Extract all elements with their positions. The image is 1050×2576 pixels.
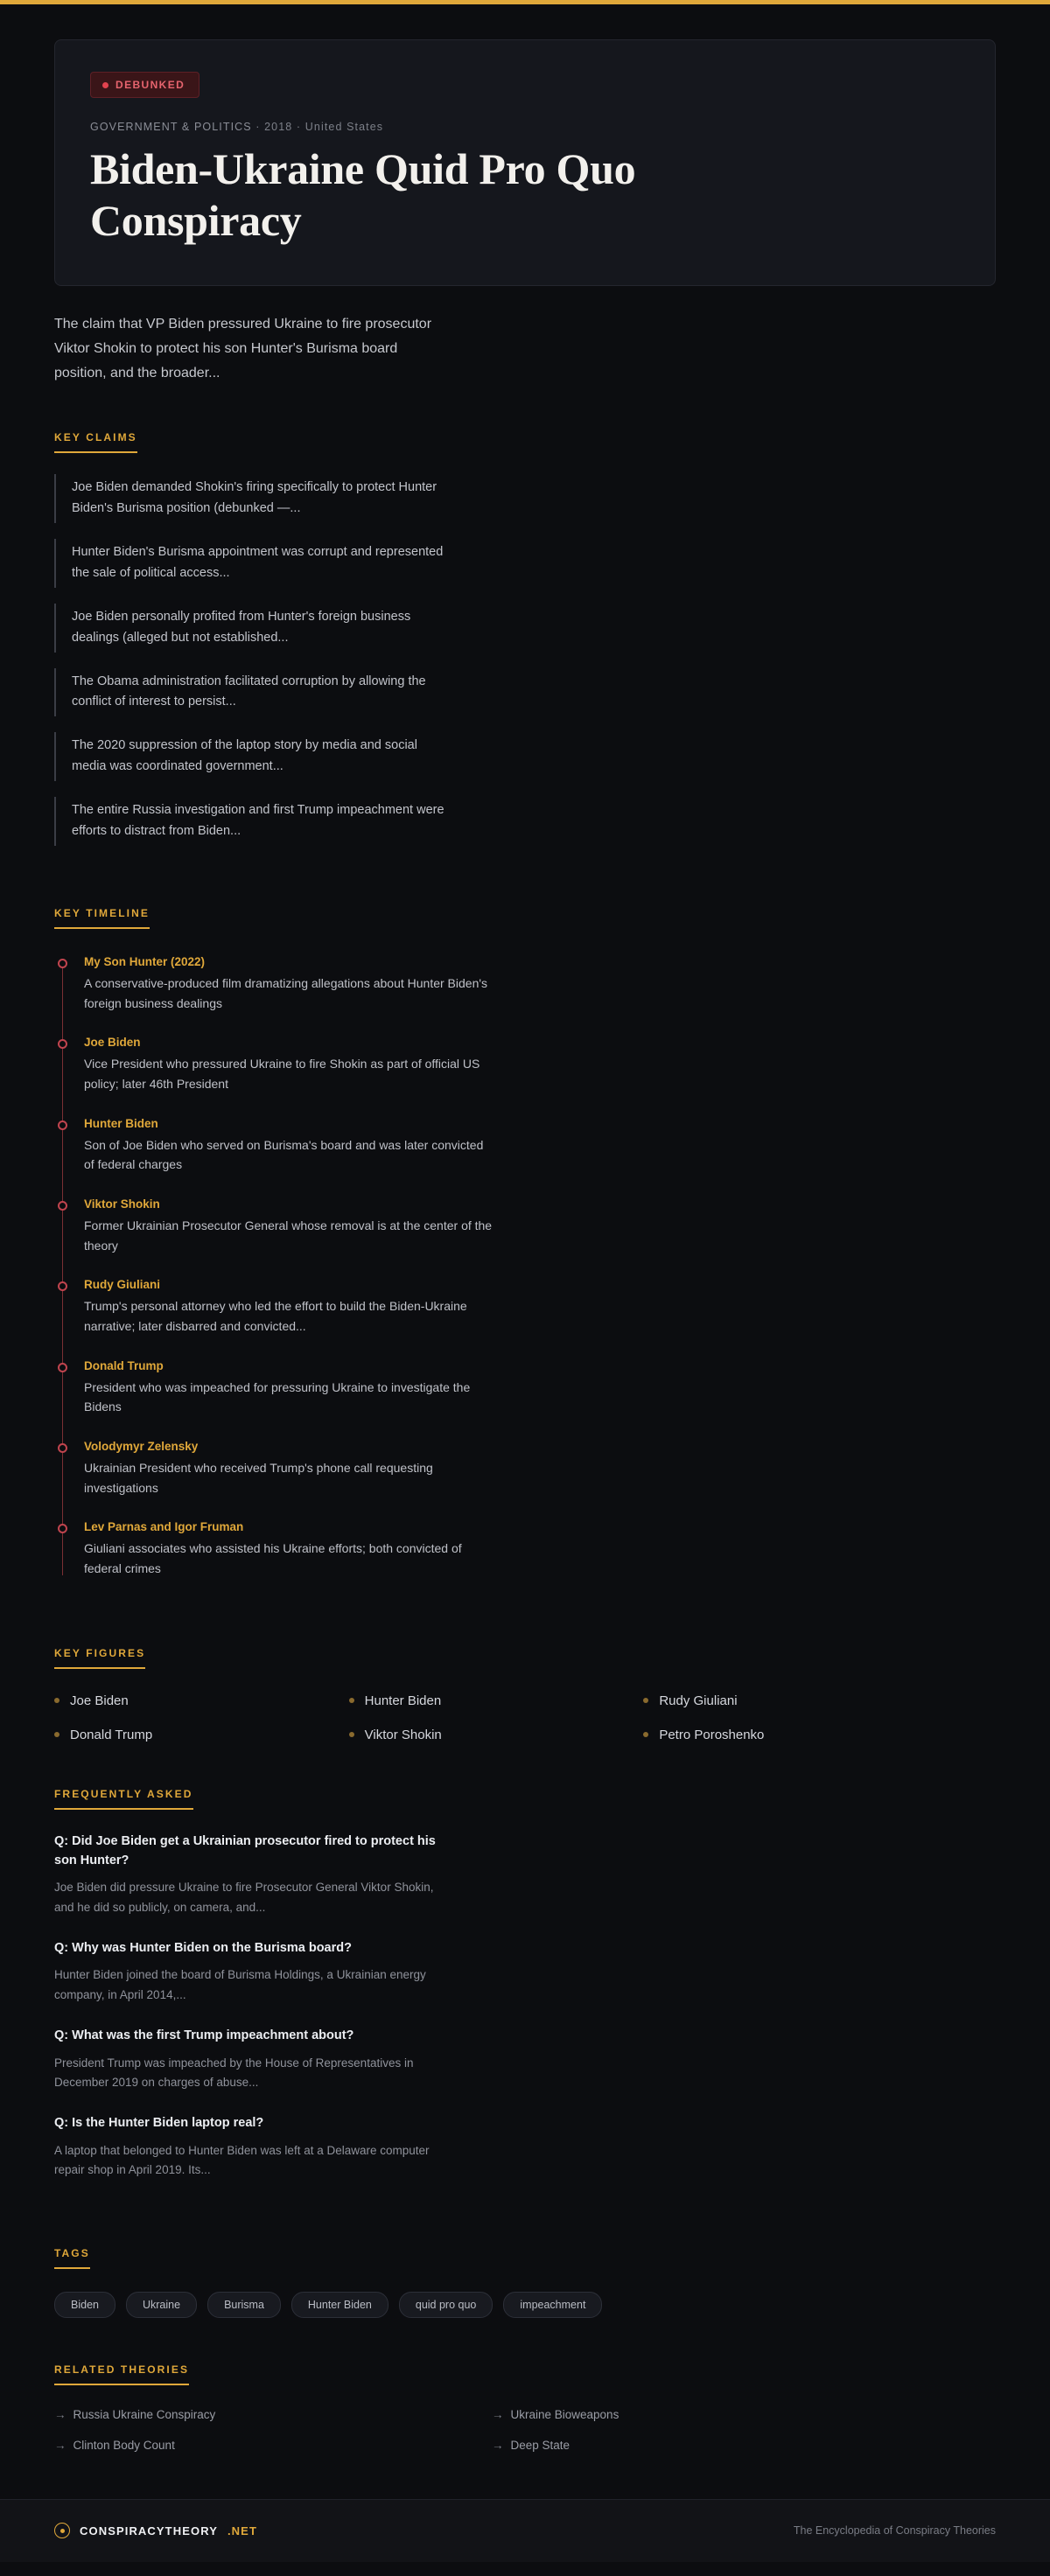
timeline-item-title: Lev Parnas and Igor Fruman xyxy=(84,1520,244,1534)
breadcrumb-sep-2: · xyxy=(296,121,302,133)
tag-chip[interactable]: impeachment xyxy=(503,2292,602,2318)
key-figures-section xyxy=(54,1602,996,1742)
key-timeline-section xyxy=(54,862,996,1579)
figure-name: Viktor Shokin xyxy=(364,1727,442,1742)
page-title: Biden-Ukraine Quid Pro Quo Conspiracy xyxy=(90,144,636,245)
related-link-label: Russia Ukraine Conspiracy xyxy=(73,2407,216,2421)
bullet-icon xyxy=(54,1732,60,1737)
breadcrumb-year: 2018 xyxy=(264,121,293,133)
section-heading-key-figures: KEY FIGURES xyxy=(54,1647,145,1669)
list-item xyxy=(54,1693,340,1708)
related-link-label: Ukraine Bioweapons xyxy=(510,2407,620,2421)
breadcrumb-category: GOVERNMENT & POLITICS xyxy=(90,121,252,133)
related-link-label: Clinton Body Count xyxy=(73,2438,175,2452)
timeline-item-title: My Son Hunter (2022) xyxy=(84,955,206,969)
timeline-node-icon xyxy=(58,1120,67,1130)
section-heading-key-claims: KEY CLAIMS xyxy=(54,431,137,453)
related-link-label: Deep State xyxy=(510,2438,570,2452)
timeline-item xyxy=(84,1036,996,1093)
timeline-item xyxy=(84,1278,996,1336)
figure-name: Donald Trump xyxy=(70,1727,153,1742)
related-link[interactable] xyxy=(54,2439,492,2452)
faq-list xyxy=(54,1833,996,2181)
timeline-item-title: Viktor Shokin xyxy=(84,1197,160,1211)
faq-answer: Hunter Biden joined the board of Burisma Holdings, a Ukrainian energy company, in April 2014,... xyxy=(54,1968,426,2002)
figure-name: Petro Poroshenko xyxy=(659,1727,765,1742)
list-item xyxy=(349,1728,635,1742)
related-links-grid xyxy=(54,2408,929,2452)
section-heading-tags: TAGS xyxy=(54,2247,90,2269)
timeline-item xyxy=(84,1440,996,1497)
figure-name: Joe Biden xyxy=(70,1693,129,1708)
faq-question: Q: Is the Hunter Biden laptop real? xyxy=(54,2115,264,2130)
faq-item xyxy=(54,1833,439,1918)
site-footer xyxy=(0,2499,1050,2562)
arrow-right-icon: → xyxy=(54,2438,66,2452)
timeline-item xyxy=(84,1359,996,1417)
tag-chip[interactable]: Ukraine xyxy=(126,2292,197,2318)
status-badge-label: DEBUNKED xyxy=(116,79,186,91)
list-item: Joe Biden personally profited from Hunter's foreign business dealings (alleged but not established... xyxy=(54,604,448,653)
figure-name: Rudy Giuliani xyxy=(659,1693,738,1708)
timeline-item-title: Volodymyr Zelensky xyxy=(84,1440,199,1454)
timeline-item-title: Donald Trump xyxy=(84,1358,164,1372)
section-heading-key-timeline: KEY TIMELINE xyxy=(54,907,150,929)
bullet-icon xyxy=(349,1732,354,1737)
faq-answer: President Trump was impeached by the House of Representatives in December 2019 on charges of abuse... xyxy=(54,2056,414,2090)
timeline-node-icon xyxy=(58,1201,67,1211)
summary-text: The claim that VP Biden pressured Ukraine to fire prosecutor Viktor Shokin to protect his son Hunter's Burisma board position, and the broader... xyxy=(54,317,432,380)
section-heading-related: RELATED THEORIES xyxy=(54,2363,189,2385)
related-link[interactable] xyxy=(54,2408,492,2421)
timeline-item-desc: Trump's personal attorney who led the effort to build the Biden-Ukraine narrative; later disbarred and convicted... xyxy=(84,1299,467,1334)
timeline-item-desc: Ukrainian President who received Trump's phone call requesting investigations xyxy=(84,1461,433,1495)
brand-suffix: .NET xyxy=(227,2524,257,2538)
timeline-node-icon xyxy=(58,1524,67,1533)
bullet-icon xyxy=(349,1698,354,1703)
related-link[interactable] xyxy=(492,2439,929,2452)
timeline-item-title: Joe Biden xyxy=(84,1036,141,1050)
faq-item xyxy=(54,2114,439,2181)
section-heading-faq: FREQUENTLY ASKED xyxy=(54,1788,193,1810)
list-item xyxy=(643,1728,929,1742)
list-item: The 2020 suppression of the laptop story by media and social media was coordinated government... xyxy=(54,732,448,781)
eye-icon xyxy=(54,2523,70,2538)
site-logo[interactable] xyxy=(54,2523,257,2538)
key-claims-section xyxy=(54,386,996,846)
tag-list xyxy=(54,2292,996,2318)
timeline-item xyxy=(84,955,996,1013)
hero-card xyxy=(54,39,996,286)
bottom-spacer xyxy=(0,2562,1050,2576)
related-link[interactable] xyxy=(492,2408,929,2421)
timeline-item xyxy=(84,1197,996,1255)
faq-item xyxy=(54,1939,439,2006)
list-item xyxy=(349,1693,635,1708)
timeline-item-desc: President who was impeached for pressuring Ukraine to investigate the Bidens xyxy=(84,1379,471,1414)
timeline-node-icon xyxy=(58,1443,67,1453)
bullet-icon xyxy=(643,1732,648,1737)
brand-name: CONSPIRACYTHEORY xyxy=(80,2524,218,2538)
timeline-node-icon xyxy=(58,1039,67,1049)
footer-tagline: The Encyclopedia of Conspiracy Theories xyxy=(793,2524,996,2538)
timeline-item-desc: Vice President who pressured Ukraine to fire Shokin as part of official US policy; later 46th President xyxy=(84,1057,480,1092)
bullet-icon xyxy=(643,1698,648,1703)
faq-question: Q: What was the first Trump impeachment about? xyxy=(54,2028,354,2042)
tag-chip[interactable]: Biden xyxy=(54,2292,116,2318)
faq-answer: A laptop that belonged to Hunter Biden was left at a Delaware computer repair shop in April 2019. Its... xyxy=(54,2143,430,2177)
timeline-item-desc: Giuliani associates who assisted his Ukraine efforts; both convicted of federal crimes xyxy=(84,1541,462,1576)
timeline-item-title: Rudy Giuliani xyxy=(84,1278,161,1292)
top-accent-bar xyxy=(0,0,1050,4)
related-theories-section xyxy=(54,2318,996,2452)
timeline-item-desc: Son of Joe Biden who served on Burisma's board and was later convicted of federal charges xyxy=(84,1137,484,1172)
faq-answer: Joe Biden did pressure Ukraine to fire Prosecutor General Viktor Shokin, and he did so publicly, on camera, and... xyxy=(54,1881,434,1914)
list-item: Joe Biden demanded Shokin's firing specifically to protect Hunter Biden's Burisma position (debunked —... xyxy=(54,474,448,523)
timeline-node-icon xyxy=(58,1281,67,1291)
tag-chip[interactable]: Burisma xyxy=(207,2292,281,2318)
arrow-right-icon: → xyxy=(492,2438,504,2452)
status-badge xyxy=(90,72,200,98)
tags-section xyxy=(54,2202,996,2318)
bullet-icon xyxy=(54,1698,60,1703)
list-item: Hunter Biden's Burisma appointment was corrupt and represented the sale of political access... xyxy=(54,539,448,588)
breadcrumb-sep-1: · xyxy=(256,121,261,133)
list-item xyxy=(54,1728,340,1742)
timeline-list xyxy=(54,955,996,1579)
faq-section xyxy=(54,1742,996,2181)
list-item: The entire Russia investigation and first Trump impeachment were efforts to distract from Biden... xyxy=(54,797,448,846)
list-item xyxy=(643,1693,929,1708)
faq-question: Q: Why was Hunter Biden on the Burisma board? xyxy=(54,1940,352,1955)
breadcrumb xyxy=(90,121,960,133)
tag-chip[interactable]: quid pro quo xyxy=(399,2292,494,2318)
key-claims-list xyxy=(54,474,996,846)
timeline-item xyxy=(84,1520,996,1578)
tag-chip[interactable]: Hunter Biden xyxy=(291,2292,388,2318)
arrow-right-icon: → xyxy=(492,2407,504,2421)
figure-name: Hunter Biden xyxy=(364,1693,442,1708)
key-figures-grid xyxy=(54,1693,929,1742)
timeline-node-icon xyxy=(58,1363,67,1372)
faq-question: Q: Did Joe Biden get a Ukrainian prosecutor fired to protect his son Hunter? xyxy=(54,1833,436,1867)
timeline-item-desc: Former Ukrainian Prosecutor General whose removal is at the center of the theory xyxy=(84,1218,493,1253)
list-item: The Obama administration facilitated corruption by allowing the conflict of interest to persist... xyxy=(54,668,448,717)
timeline-item-desc: A conservative-produced film dramatizing allegations about Hunter Biden's foreign business dealings xyxy=(84,976,488,1010)
breadcrumb-country: United States xyxy=(304,121,384,133)
page-content xyxy=(0,39,1050,2452)
arrow-right-icon: → xyxy=(54,2407,66,2421)
timeline-item-title: Hunter Biden xyxy=(84,1116,158,1130)
debunked-dot-icon xyxy=(102,82,108,88)
faq-item xyxy=(54,2027,439,2093)
timeline-item xyxy=(84,1117,996,1175)
timeline-node-icon xyxy=(58,959,67,968)
